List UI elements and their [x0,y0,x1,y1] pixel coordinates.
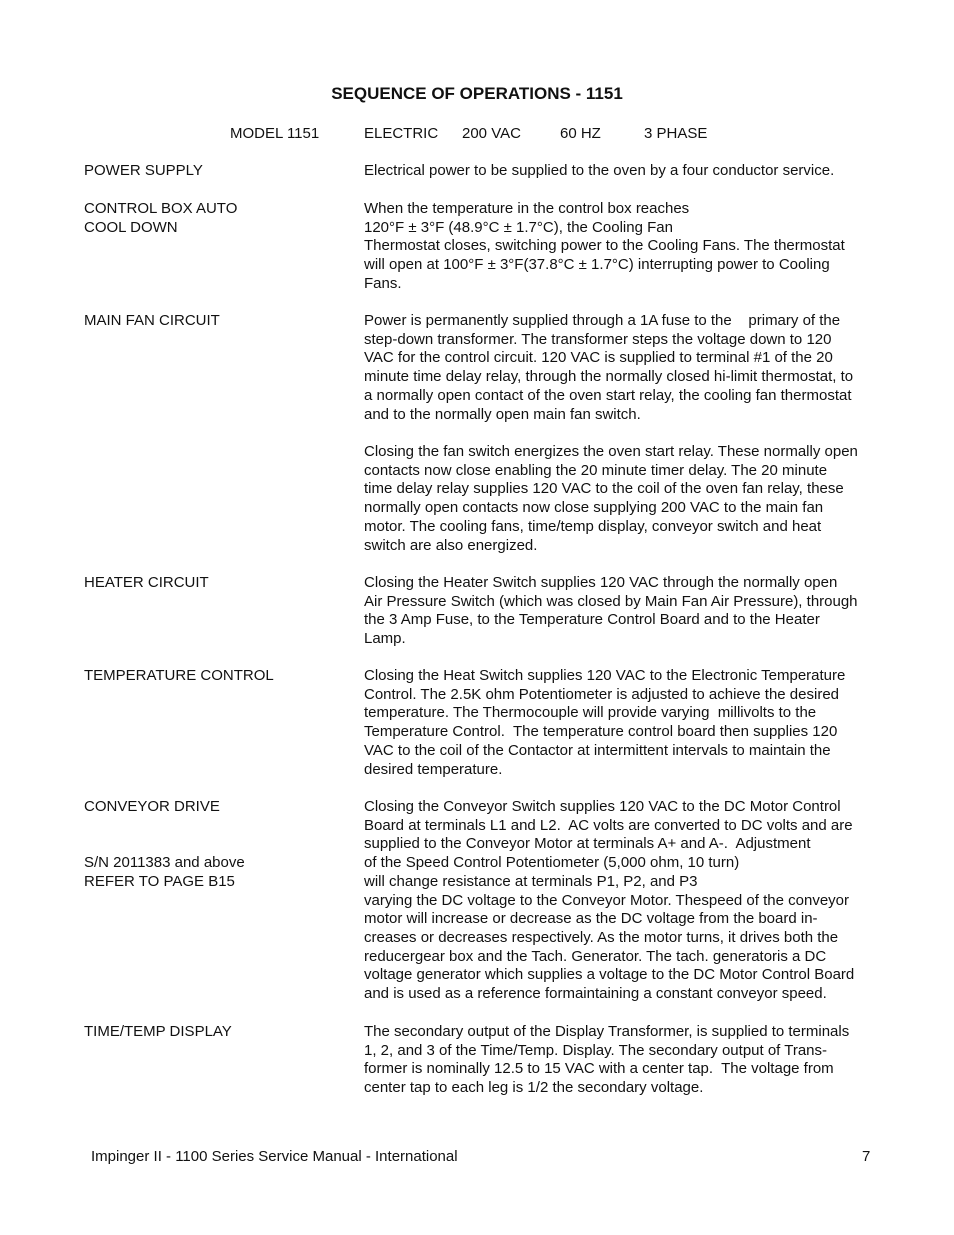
page-number: 7 [862,1148,871,1165]
text-line: a normally open contact of the oven start relay, the cooling fan thermostat [364,386,852,404]
text-line: creases or decreases respectively. As the motor turns, it drives both the [364,928,839,946]
text-line: Lamp. [364,630,406,648]
time-temp-display-label: TIME/TEMP DISPLAY [84,1023,232,1040]
text-line: time delay relay supplies 120 VAC to the coil of the oven fan relay, these [364,480,844,498]
conveyor-drive-text [364,798,874,1004]
text-line: and to the normally open main fan switch. [364,405,641,423]
text-line: varying the DC voltage to the Conveyor Motor. Thespeed of the conveyor [364,891,849,909]
text-line: Closing the fan switch energizes the oven start relay. These normally open [364,443,858,460]
text-line: will open at 100°F ± 3°F(37.8°C ± 1.7°C) interrupting power to Cooling [364,256,830,274]
text-line: Board at terminals L1 and L2. AC volts are converted to DC volts and are [364,816,853,834]
text-line: of the Speed Control Potentiometer (5,000 ohm, 10 turn) [364,854,740,872]
text-line: the 3 Amp Fuse, to the Temperature Control Board and to the Heater [364,611,820,629]
text-line: Fans. [364,274,402,292]
text-line: Thermostat closes, switching power to the Cooling Fans. The thermostat [364,237,845,255]
text-line: former is nominally 12.5 to 15 VAC with a center tap. The voltage from [364,1060,834,1078]
text-line: When the temperature in the control box reaches [364,200,690,217]
model-voltage: 200 VAC [462,125,521,142]
text-line: normally open contacts now close supplying 200 VAC to the main fan [364,499,824,517]
model-frequency: 60 HZ [560,125,601,142]
text-line: step-down transformer. The transformer steps the voltage down to 120 [364,330,832,348]
main-fan-label: MAIN FAN CIRCUIT [84,312,220,329]
footer-manual-title: Impinger II - 1100 Series Service Manual - International [91,1148,458,1165]
text-line: Air Pressure Switch (which was closed by Main Fan Air Pressure), through [364,592,858,610]
text-line: desired temperature. [364,760,503,778]
text-line: 1, 2, and 3 of the Time/Temp. Display. The secondary output of Trans- [364,1041,828,1059]
text-line: supplied to the Conveyor Motor at terminals A+ and A-. Adjustment [364,835,811,853]
text-line: The secondary output of the Display Transformer, is supplied to terminals [364,1023,850,1040]
conveyor-drive-label: CONVEYOR DRIVE [84,798,220,815]
control-box-text [364,200,874,294]
text-line: motor will increase or decrease as the DC voltage from the board in- [364,910,818,928]
temperature-control-text [364,667,874,779]
text-line: Closing the Heater Switch supplies 120 VAC through the normally open [364,574,838,591]
text-line: reducergear box and the Tach. Generator. The tach. generatoris a DC [364,947,827,965]
temperature-control-label: TEMPERATURE CONTROL [84,667,274,684]
time-temp-display-text [364,1023,874,1098]
text-line: switch are also energized. [364,536,538,554]
text-line: will change resistance at terminals P1, P2, and P3 [364,872,698,890]
text-line: motor. The cooling fans, time/temp display, conveyor switch and heat [364,517,822,535]
model-type: ELECTRIC [364,125,439,142]
power-supply-label: POWER SUPPLY [84,162,203,179]
text-line: center tap to each leg is 1/2 the secondary voltage. [364,1079,704,1097]
text-line: minute time delay relay, through the normally closed hi-limit thermostat, to [364,368,854,386]
text-line: Power is permanently supplied through a 1A fuse to the primary of the [364,312,841,329]
text-line: Closing the Heat Switch supplies 120 VAC to the Electronic Temperature [364,667,846,684]
text-line: contacts now close enabling the 20 minute timer delay. The 20 minute [364,461,828,479]
heater-circuit-text [364,574,874,649]
text-line: Electrical power to be supplied to the oven by a four conductor service. [364,162,835,179]
text-line: VAC for the control circuit. 120 VAC is supplied to terminal #1 of the 20 [364,349,833,367]
text-line: Control. The 2.5K ohm Potentiometer is adjusted to achieve the desired [364,685,839,703]
power-supply-text [364,162,874,181]
text-line: and is used as a reference formaintaining a constant conveyor speed. [364,985,827,1003]
page-title: SEQUENCE OF OPERATIONS - 1151 [331,84,623,103]
text-line: Temperature Control. The temperature control board then supplies 120 [364,723,838,741]
text-line: temperature. The Thermocouple will provide varying millivolts to the [364,704,817,722]
text-line: Closing the Conveyor Switch supplies 120 VAC to the DC Motor Control [364,798,841,815]
serial-number-note: S/N 2011383 and above REFER TO PAGE B15 [84,854,245,890]
model-phase: 3 PHASE [644,125,708,142]
text-line: 120°F ± 3°F (48.9°C ± 1.7°C), the Cooling Fan [364,218,673,236]
text-line: voltage generator which supplies a voltage to the DC Motor Control Board [364,966,855,984]
control-box-label: CONTROL BOX AUTO COOL DOWN [84,200,238,236]
main-fan-text [364,312,874,424]
model-number: MODEL 1151 [230,125,320,142]
heater-circuit-label: HEATER CIRCUIT [84,574,209,591]
text-line: VAC to the coil of the Contactor at intermittent intervals to maintain the [364,741,831,759]
main-fan-text-2 [364,443,874,555]
